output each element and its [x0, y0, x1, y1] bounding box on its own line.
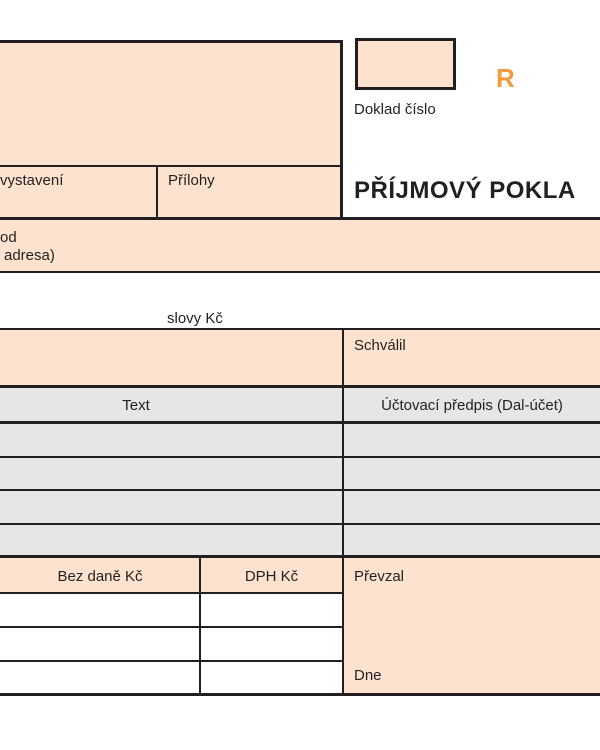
- amount-cells[interactable]: [0, 594, 343, 696]
- table-row: [0, 660, 342, 662]
- table-row: [0, 456, 600, 458]
- date-label: Dne: [354, 667, 382, 684]
- attachments-label: Přílohy: [168, 172, 215, 189]
- vat-header: DPH Kč: [244, 568, 299, 585]
- approved-label: Schválil: [354, 337, 406, 354]
- receipt-number-field[interactable]: [355, 38, 456, 90]
- date-attachments-divider: [156, 166, 158, 218]
- text-header: Text: [122, 397, 150, 414]
- without-tax-header: Bez daně Kč: [57, 568, 143, 585]
- accounting-header: Účtovací předpis (Dal-účet): [381, 397, 563, 414]
- from-field[interactable]: [0, 220, 600, 273]
- table-row: [0, 626, 342, 628]
- address-label: adresa): [4, 247, 55, 264]
- in-words-label: slovy Kč: [167, 310, 223, 327]
- amount-in-words-field[interactable]: [0, 328, 600, 388]
- series-letter: R: [496, 63, 515, 93]
- issue-date-label: vystavení: [0, 172, 64, 189]
- receipt-number-label: Doklad číslo: [354, 101, 436, 118]
- document-title: PŘÍJMOVÝ POKLA: [354, 177, 576, 204]
- table-row: [0, 489, 600, 491]
- received-label: Převzal: [354, 568, 405, 585]
- issuer-divider: [0, 165, 342, 167]
- amounts-column-divider: [199, 558, 201, 694]
- issuer-box: [0, 40, 343, 220]
- rows-divider: [342, 424, 344, 556]
- table-row: [0, 523, 600, 525]
- approved-divider: [342, 328, 344, 386]
- text-rows[interactable]: [0, 424, 600, 558]
- from-label: od: [0, 229, 17, 246]
